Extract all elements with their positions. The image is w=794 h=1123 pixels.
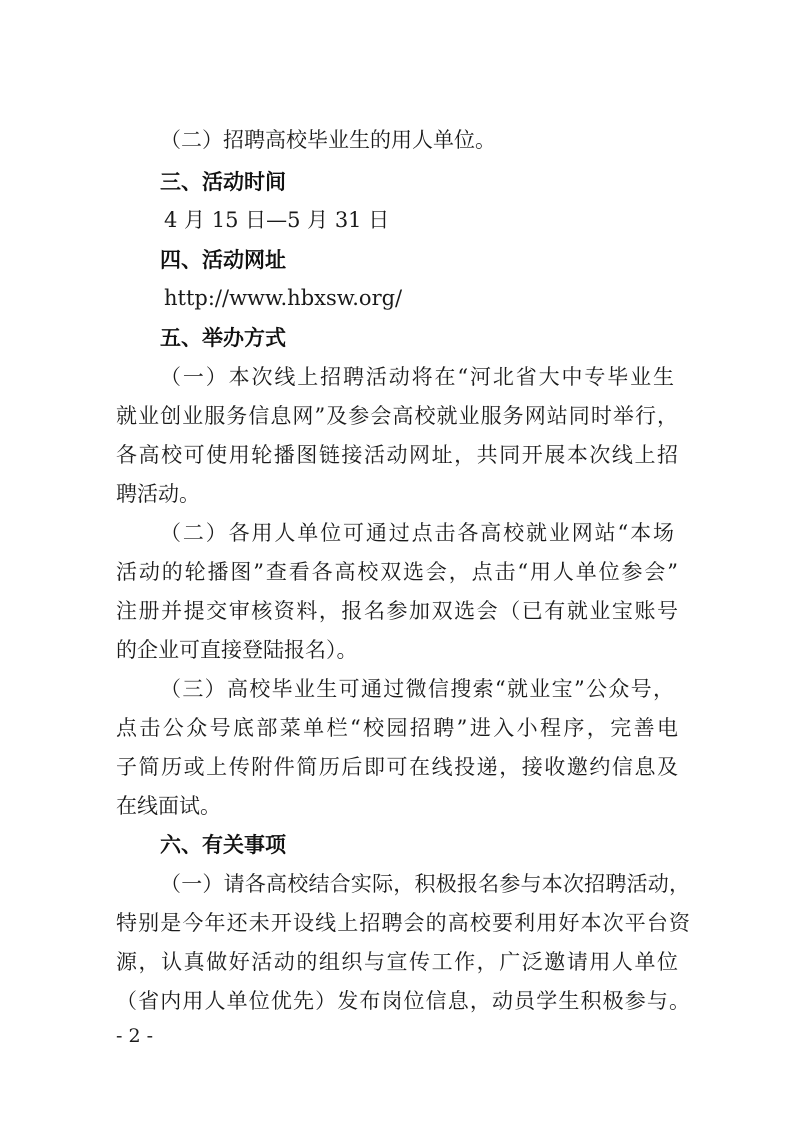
paragraph-line: （省内用人单位优先）发布岗位信息，动员学生积极参与。	[116, 989, 690, 1013]
intro-line: （二）招聘高校毕业生的用人单位。	[160, 128, 496, 152]
paragraph-line: 就业创业服务信息网”及参会高校就业服务网站同时举行，	[116, 404, 678, 428]
paragraph-line: 注册并提交审核资料，报名参加双选会（已有就业宝账号	[116, 599, 678, 623]
paragraph-line: 特别是今年还未开设线上招聘会的高校要利用好本次平台资	[116, 911, 690, 935]
paragraph-line: 活动的轮播图”查看各高校双选会，点击“用人单位参会”	[116, 560, 678, 584]
activity-time: 4 月 15 日—5 月 31 日	[164, 208, 390, 232]
section-heading-website: 四、活动网址	[160, 248, 286, 272]
paragraph-line: 的企业可直接登陆报名）。	[116, 638, 358, 662]
paragraph-line: （二）各用人单位可通过点击各高校就业网站“本场	[160, 521, 674, 545]
section-heading-method: 五、举办方式	[160, 326, 286, 350]
paragraph-line: 各高校可使用轮播图链接活动网址，共同开展本次线上招	[116, 443, 678, 467]
paragraph-line: 点击公众号底部菜单栏“校园招聘”进入小程序，完善电	[116, 716, 678, 740]
section-heading-matters: 六、有关事项	[160, 833, 286, 857]
paragraph-line: （一）请各高校结合实际，积极报名参与本次招聘活动，	[160, 872, 690, 896]
paragraph-line: 子简历或上传附件简历后即可在线投递，接收邀约信息及	[116, 755, 678, 779]
paragraph-line: 源，认真做好活动的组织与宣传工作，广泛邀请用人单位	[116, 950, 678, 974]
page-number: - 2 -	[116, 1025, 154, 1047]
paragraph-line: 在线面试。	[116, 794, 221, 818]
paragraph-line: （三）高校毕业生可通过微信搜索“就业宝”公众号，	[160, 677, 674, 701]
paragraph-line: 聘活动。	[116, 482, 200, 506]
paragraph-line: （一）本次线上招聘活动将在“河北省大中专毕业生	[160, 365, 674, 389]
activity-url: http://www.hbxsw.org/	[164, 286, 403, 310]
section-heading-time: 三、活动时间	[160, 170, 286, 194]
